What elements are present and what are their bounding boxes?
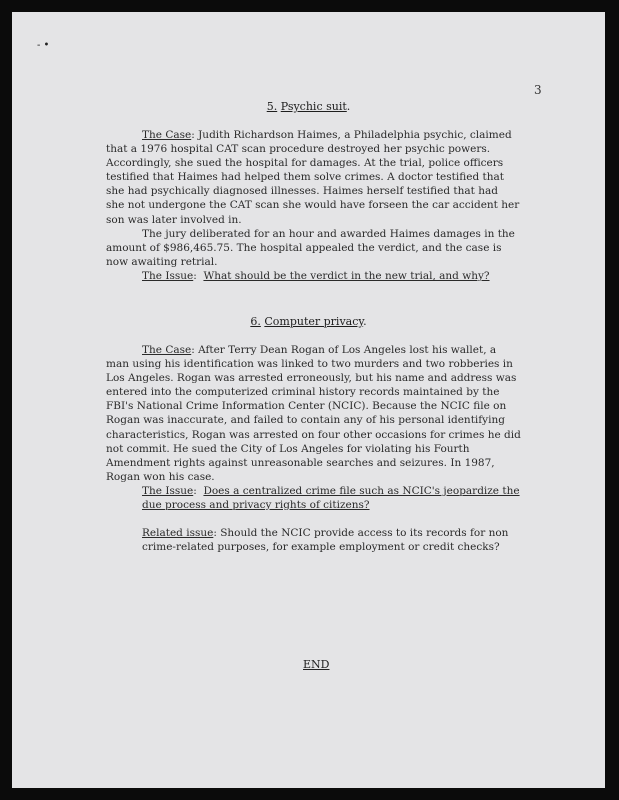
text-line: Los Angeles. Rogan was arrested erroneously, but his name and address was	[106, 372, 517, 385]
text-line: man using his identification was linked to two murders and two robberies in	[106, 358, 513, 371]
section-5-heading: 5. Psychic suit.	[266, 100, 351, 113]
section-5-title: Psychic suit	[280, 100, 347, 113]
document-page	[12, 12, 605, 788]
text-line: Accordingly, she sued the hospital for damages. At the trial, police officers	[106, 157, 504, 170]
section-5-issue-label: The Issue	[142, 269, 194, 282]
text-line: FBI's National Crime Information Center (NCIC). Because the NCIC file on	[106, 400, 507, 413]
section-6-related-line-2: crime-related purposes, for example employment or credit checks?	[142, 541, 500, 554]
text-line: : Judith Richardson Haimes, a Philadelphia psychic, claimed	[191, 129, 512, 141]
text-line: entered into the computerized criminal history records maintained by the	[106, 386, 500, 399]
section-6-related-label: Related issue	[142, 527, 214, 540]
text-line: testified that Haimes had helped them solve crimes. A doctor testified that	[106, 171, 504, 184]
text-line: now awaiting retrial.	[106, 255, 218, 268]
text-line: amount of $986,465.75. The hospital appealed the verdict, and the case is	[106, 241, 502, 254]
section-6-issue-label: The Issue	[142, 484, 194, 497]
text-line: : After Terry Dean Rogan of Los Angeles lost his wallet, a	[191, 344, 497, 356]
section-6-case-label: The Case	[142, 344, 192, 356]
text-line: she not undergone the CAT scan she would have forseen the car accident her	[106, 199, 520, 212]
text-line: she had psychically diagnosed illnesses. Haimes herself testified that had	[106, 185, 498, 198]
section-6-title: Computer privacy	[264, 315, 364, 328]
section-6-heading: 6. Computer privacy.	[250, 315, 367, 328]
section-5-issue: The Issue: What should be the verdict in the new trial, and why?	[142, 269, 490, 282]
section-5-issue-text: What should be the verdict in the new trial, and why?	[203, 269, 490, 282]
text-line: characteristics, Rogan was arrested on four other occasions for crimes he did	[106, 428, 521, 441]
section-6-issue-line-1: Does a centralized crime file such as NCIC's jeopardize the	[203, 484, 520, 497]
section-6-case	[106, 343, 521, 554]
page-number: 3	[534, 83, 542, 97]
section-6-related-line-1: : Should the NCIC provide access to its records for non	[213, 527, 509, 540]
end-marker: END	[303, 658, 330, 671]
text-line: Rogan won his case.	[106, 470, 215, 483]
section-5-case-label: The Case	[142, 129, 192, 141]
text-line: Rogan was inaccurate, and failed to contain any of his personal identifying	[106, 414, 505, 427]
section-5-case	[106, 128, 520, 283]
text-line: that a 1976 hospital CAT scan procedure destroyed her psychic powers.	[106, 143, 491, 156]
section-6-related	[106, 526, 516, 540]
section-5-number: 5.	[266, 100, 278, 113]
stray-marks: - •	[37, 40, 50, 51]
section-6-number: 6.	[250, 315, 261, 328]
text-line: The jury deliberated for an hour and awarded Haimes damages in the	[142, 227, 515, 240]
text-line: not commit. He sued the City of Los Angeles for violating his Fourth	[106, 442, 470, 455]
section-6-issue: The Issue: Does a centralized crime file such as NCIC's jeopardize the	[142, 484, 520, 497]
text-line: son was later involved in.	[106, 213, 242, 226]
text-line: Amendment rights against unreasonable searches and seizures. In 1987,	[106, 456, 495, 469]
section-6-issue-line-2: due process and privacy rights of citizens?	[142, 499, 370, 512]
